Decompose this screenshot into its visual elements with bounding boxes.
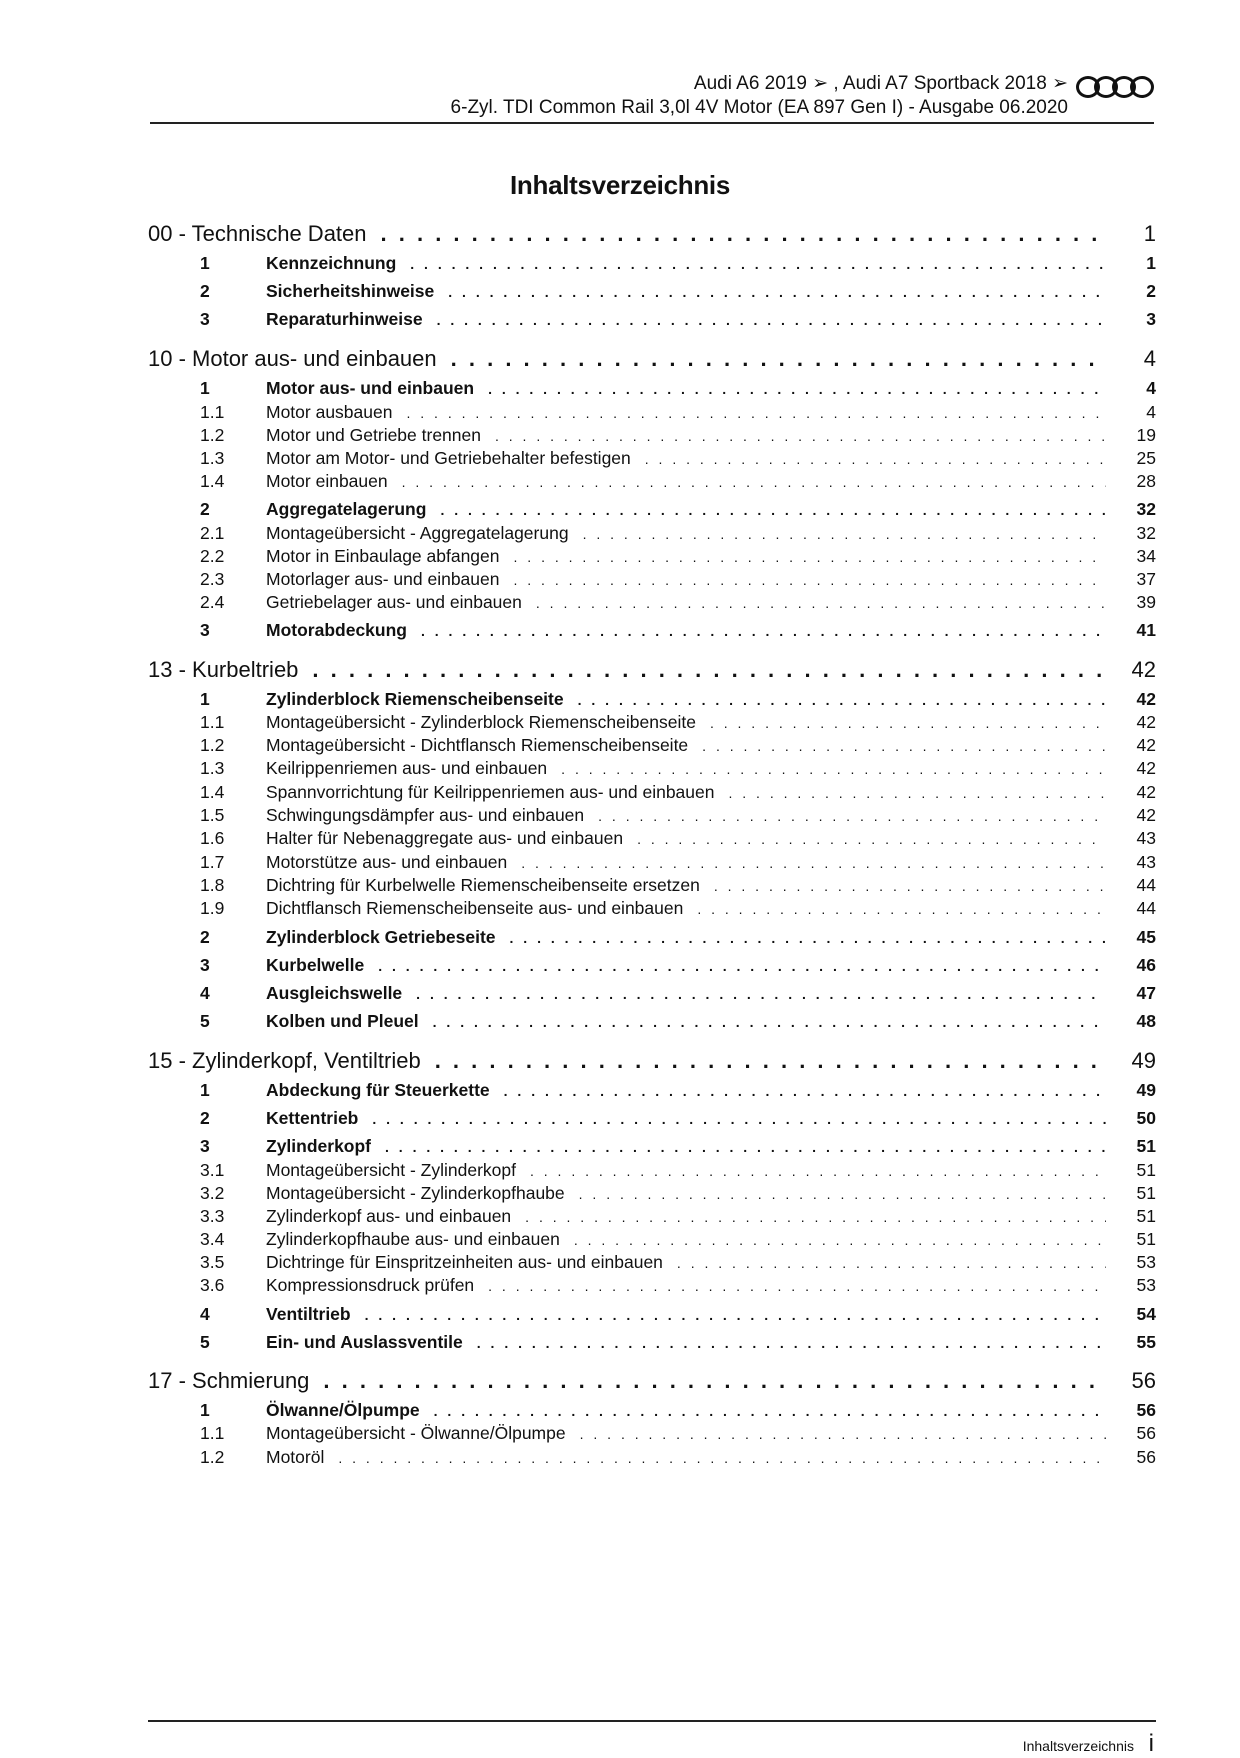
toc-entry-title: Motor am Motor- und Getriebehalter befestigen <box>266 448 631 468</box>
toc-subsection-row[interactable] <box>148 1275 1156 1296</box>
toc-entry-number: 1.9 <box>200 898 225 918</box>
toc-dot-leader <box>714 878 1106 894</box>
toc-page-number: 42 <box>1136 735 1156 755</box>
toc-entry-number: 1.2 <box>200 735 225 755</box>
toc-page-number: 34 <box>1136 546 1156 566</box>
toc-dot-leader <box>416 986 1106 1002</box>
toc-chapter-row[interactable] <box>148 1368 1156 1394</box>
toc-entry-number: 1.6 <box>200 828 225 848</box>
toc-entry-title: Halter für Nebenaggregate aus- und einbauen <box>266 828 624 848</box>
footer-label: Inhaltsverzeichnis <box>1022 1738 1134 1754</box>
toc-dot-leader <box>514 549 1106 565</box>
toc-page-number: 42 <box>1136 758 1156 778</box>
header-vehicle-line: Audi A6 2019 ➢ , Audi A7 Sportback 2018 ➢ <box>693 73 1068 94</box>
toc-entry-title: Motor ausbauen <box>266 402 393 422</box>
toc-entry-title: Montageübersicht - Dichtflansch Riemenscheibenseite <box>266 735 689 755</box>
toc-page-number: 42 <box>1136 712 1156 732</box>
toc-subsection-row[interactable] <box>148 875 1156 896</box>
toc-subsection-row[interactable] <box>148 712 1156 733</box>
toc-page-number: 46 <box>1136 955 1156 975</box>
toc-entry-number: 3 <box>200 1136 210 1156</box>
toc-chapter-row[interactable] <box>148 221 1156 247</box>
toc-dot-leader <box>406 405 1106 421</box>
toc-entry-title: 00 - Technische Daten <box>148 221 367 246</box>
toc-page-number: 56 <box>1131 1368 1156 1393</box>
toc-entry-number: 5 <box>200 1011 210 1031</box>
toc-subsection-row[interactable] <box>148 898 1156 919</box>
toc-dot-leader <box>645 451 1106 467</box>
toc-entry-title: 10 - Motor aus- und einbauen <box>148 346 437 371</box>
toc-entry-number: 1.1 <box>200 712 225 732</box>
toc-page-number: 50 <box>1136 1108 1156 1128</box>
toc-entry-title: Motorlager aus- und einbauen <box>266 569 500 589</box>
toc-dot-leader <box>385 1139 1106 1155</box>
header-engine-line: 6-Zyl. TDI Common Rail 3,0l 4V Motor (EA 897 Gen I) - Ausgabe 06.2020 <box>450 97 1068 118</box>
toc-entry-title: 15 - Zylinderkopf, Ventiltrieb <box>148 1048 421 1073</box>
toc-entry-title: Zylinderblock Riemenscheibenseite <box>266 689 564 709</box>
toc-subsection-row[interactable] <box>148 1252 1156 1273</box>
toc-entry-number: 3.3 <box>200 1206 225 1226</box>
toc-subsection-row[interactable] <box>148 592 1156 613</box>
toc-section-row[interactable] <box>148 1400 1156 1421</box>
toc-entry-title: Montageübersicht - Aggregatelagerung <box>266 523 569 543</box>
toc-dot-leader <box>435 1048 1106 1074</box>
toc-section-row[interactable] <box>148 983 1156 1004</box>
toc-page-number: 53 <box>1136 1252 1156 1272</box>
toc-subsection-row[interactable] <box>148 569 1156 590</box>
toc-dot-leader <box>525 1209 1106 1225</box>
toc-subsection-row[interactable] <box>148 1206 1156 1227</box>
toc-dot-leader <box>702 738 1106 754</box>
toc-subsection-row[interactable] <box>148 758 1156 779</box>
toc-dot-leader <box>598 808 1106 824</box>
toc-entry-number: 1.1 <box>200 1423 225 1443</box>
toc-entry-number: 3.5 <box>200 1252 225 1272</box>
toc-entry-number: 2.3 <box>200 569 225 589</box>
toc-entry-number: 1.7 <box>200 852 225 872</box>
toc-page-number: 19 <box>1136 425 1156 445</box>
toc-chapter-row[interactable] <box>148 1048 1156 1074</box>
toc-dot-leader <box>504 1083 1106 1099</box>
toc-section-row[interactable] <box>148 1332 1156 1353</box>
toc-dot-leader <box>728 785 1106 801</box>
toc-subsection-row[interactable] <box>148 1160 1156 1181</box>
toc-section-row[interactable] <box>148 309 1156 330</box>
toc-section-row[interactable] <box>148 1080 1156 1101</box>
toc-entry-title: Kompressionsdruck prüfen <box>266 1275 475 1295</box>
toc-entry-title: Motor in Einbaulage abfangen <box>266 546 500 566</box>
toc-subsection-row[interactable] <box>148 1423 1156 1444</box>
toc-dot-leader <box>510 930 1106 946</box>
toc-page-number: 44 <box>1136 875 1156 895</box>
toc-section-row[interactable] <box>148 1011 1156 1032</box>
toc-entry-number: 1.5 <box>200 805 225 825</box>
toc-entry-number: 4 <box>200 983 210 1003</box>
toc-entry-title: Kurbelwelle <box>266 955 365 975</box>
toc-dot-leader <box>434 1403 1106 1419</box>
toc-entry-number: 1.2 <box>200 425 225 445</box>
toc-entry-number: 1 <box>200 253 210 273</box>
toc-dot-leader <box>583 526 1106 542</box>
toc-dot-leader <box>495 428 1106 444</box>
toc-entry-number: 2 <box>200 927 210 947</box>
toc-section-row[interactable] <box>148 253 1156 274</box>
toc-entry-title: Motor aus- und einbauen <box>266 378 475 398</box>
toc-page-number: 37 <box>1136 569 1156 589</box>
toc-page-number: 51 <box>1136 1136 1156 1156</box>
toc-entry-number: 3.2 <box>200 1183 225 1203</box>
toc-page-number: 55 <box>1136 1332 1156 1352</box>
toc-page-number: 53 <box>1136 1275 1156 1295</box>
toc-entry-title: Motor einbauen <box>266 471 388 491</box>
toc-subsection-row[interactable] <box>148 402 1156 423</box>
toc-entry-title: Zylinderkopf aus- und einbauen <box>266 1206 512 1226</box>
toc-dot-leader <box>677 1255 1106 1271</box>
toc-dot-leader <box>561 761 1106 777</box>
toc-entry-title: Sicherheitshinweise <box>266 281 435 301</box>
toc-section-row[interactable] <box>148 1108 1156 1129</box>
toc-section-row[interactable] <box>148 955 1156 976</box>
toc-section-row[interactable] <box>148 281 1156 302</box>
toc-entry-title: Kolben und Pleuel <box>266 1011 419 1031</box>
toc-dot-leader <box>338 1450 1106 1466</box>
toc-dot-leader <box>421 623 1106 639</box>
toc-entry-title: Ventiltrieb <box>266 1304 351 1324</box>
toc-page-number: 32 <box>1136 499 1156 519</box>
toc-page-number: 51 <box>1136 1160 1156 1180</box>
toc-dot-leader <box>578 692 1106 708</box>
toc-page-number: 56 <box>1136 1423 1156 1443</box>
toc-page-number: 54 <box>1136 1304 1156 1324</box>
toc-entry-title: Motorabdeckung <box>266 620 407 640</box>
toc-entry-number: 2 <box>200 1108 210 1128</box>
toc-dot-leader <box>448 284 1106 300</box>
toc-page-number: 4 <box>1146 378 1156 398</box>
toc-page-number: 25 <box>1136 448 1156 468</box>
toc-entry-number: 2.1 <box>200 523 225 543</box>
toc-entry-number: 3 <box>200 309 210 329</box>
toc-section-row[interactable] <box>148 689 1156 710</box>
toc-page-number: 43 <box>1136 828 1156 848</box>
toc-entry-title: Montageübersicht - Zylinderkopfhaube <box>266 1183 565 1203</box>
toc-dot-leader <box>381 221 1106 247</box>
toc-subsection-row[interactable] <box>148 828 1156 849</box>
toc-page-number: 51 <box>1136 1206 1156 1226</box>
toc-section-row[interactable] <box>148 620 1156 641</box>
toc-subsection-row[interactable] <box>148 1229 1156 1250</box>
toc-entry-title: Spannvorrichtung für Keilrippenriemen aus- und einbauen <box>266 782 715 802</box>
toc-subsection-row[interactable] <box>148 805 1156 826</box>
toc-entry-title: Zylinderkopf <box>266 1136 372 1156</box>
toc-section-row[interactable] <box>148 378 1156 399</box>
toc-subsection-row[interactable] <box>148 1447 1156 1468</box>
page-header <box>150 72 1154 124</box>
toc-page-number: 4 <box>1143 346 1156 371</box>
toc-entry-number: 2.4 <box>200 592 225 612</box>
toc-entry-number: 1.3 <box>200 448 225 468</box>
toc-dot-leader <box>477 1335 1106 1351</box>
toc-dot-leader <box>530 1163 1106 1179</box>
toc-dot-leader <box>697 901 1106 917</box>
toc-dot-leader <box>637 831 1106 847</box>
toc-subsection-row[interactable] <box>148 523 1156 544</box>
footer-page-number: i <box>1148 1730 1154 1757</box>
toc-dot-leader <box>488 381 1106 397</box>
toc-page-number: 39 <box>1136 592 1156 612</box>
toc-entry-number: 1 <box>200 1080 210 1100</box>
page-title: Inhaltsverzeichnis <box>509 170 731 200</box>
toc-entry-number: 2.2 <box>200 546 225 566</box>
toc-entry-title: Reparaturhinweise <box>266 309 423 329</box>
toc-dot-leader <box>437 312 1106 328</box>
toc-entry-number: 1.1 <box>200 402 225 422</box>
toc-page-number: 1 <box>1143 221 1156 246</box>
toc-dot-leader <box>378 958 1106 974</box>
toc-dot-leader <box>402 474 1106 490</box>
toc-page-number: 49 <box>1136 1080 1156 1100</box>
toc-page-number: 44 <box>1136 898 1156 918</box>
toc-dot-leader <box>579 1186 1106 1202</box>
toc-subsection-row[interactable] <box>148 425 1156 446</box>
toc-entry-number: 1.4 <box>200 471 225 491</box>
toc-page-number: 4 <box>1146 402 1156 422</box>
toc-entry-number: 4 <box>200 1304 210 1324</box>
toc-entry-number: 1.4 <box>200 782 225 802</box>
toc-dot-leader <box>365 1307 1106 1323</box>
toc-section-row[interactable] <box>148 499 1156 520</box>
toc-subsection-row[interactable] <box>148 471 1156 492</box>
toc-chapter-row[interactable] <box>148 657 1156 683</box>
toc-entry-number: 3.4 <box>200 1229 225 1249</box>
toc-entry-number: 3.6 <box>200 1275 225 1295</box>
toc-entry-number: 1.2 <box>200 1447 225 1467</box>
toc-entry-number: 1.8 <box>200 875 225 895</box>
toc-page-number: 47 <box>1136 983 1156 1003</box>
toc-page-number: 56 <box>1136 1447 1156 1467</box>
header-text <box>451 72 1068 120</box>
toc-entry-title: Keilrippenriemen aus- und einbauen <box>266 758 548 778</box>
toc-entry-title: Aggregatelagerung <box>266 499 427 519</box>
toc-entry-number: 3 <box>200 620 210 640</box>
toc-page-number: 43 <box>1136 852 1156 872</box>
toc-entry-number: 1 <box>200 378 210 398</box>
toc-entry-title: Ein- und Auslassventile <box>266 1332 463 1352</box>
toc-page-number: 1 <box>1146 253 1156 273</box>
toc-page-number: 51 <box>1136 1229 1156 1249</box>
toc-page-number: 42 <box>1136 782 1156 802</box>
toc-page-number: 51 <box>1136 1183 1156 1203</box>
toc-entry-title: Montageübersicht - Zylinderblock Riemenscheibenseite <box>266 712 696 732</box>
toc-entry-title: Motoröl <box>266 1447 325 1467</box>
toc-subsection-row[interactable] <box>148 546 1156 567</box>
toc-dot-leader <box>372 1111 1106 1127</box>
audi-rings-logo-icon <box>1076 76 1154 102</box>
toc-dot-leader <box>521 855 1106 871</box>
toc-subsection-row[interactable] <box>148 782 1156 803</box>
toc-entry-number: 3 <box>200 955 210 975</box>
toc-entry-title: Dichtring für Kurbelwelle Riemenscheibenseite ersetzen <box>266 875 700 895</box>
toc-page-number: 45 <box>1136 927 1156 947</box>
toc-entry-number: 1 <box>200 689 210 709</box>
toc-dot-leader <box>323 1368 1106 1394</box>
toc-page-number: 28 <box>1136 471 1156 491</box>
toc-dot-leader <box>574 1232 1106 1248</box>
toc-entry-title: Motorstütze aus- und einbauen <box>266 852 508 872</box>
toc-entry-number: 2 <box>200 499 210 519</box>
toc-entry-title: Schwingungsdämpfer aus- und einbauen <box>266 805 585 825</box>
toc-dot-leader <box>433 1014 1106 1030</box>
toc-page-number: 41 <box>1136 620 1156 640</box>
toc-entry-number: 3.1 <box>200 1160 225 1180</box>
toc-entry-title: Zylinderkopfhaube aus- und einbauen <box>266 1229 560 1249</box>
toc-entry-title: Zylinderblock Getriebeseite <box>266 927 496 947</box>
toc-subsection-row[interactable] <box>148 852 1156 873</box>
toc-entry-number: 1 <box>200 1400 210 1420</box>
toc-dot-leader <box>514 572 1107 588</box>
toc-entry-number: 2 <box>200 281 210 301</box>
toc-dot-leader <box>440 502 1106 518</box>
toc-entry-title: Dichtflansch Riemenscheibenseite aus- und einbauen <box>266 898 684 918</box>
toc-page-number: 42 <box>1136 805 1156 825</box>
toc-entry-title: Montageübersicht - Ölwanne/Ölpumpe <box>266 1423 566 1443</box>
toc-subsection-row[interactable] <box>148 448 1156 469</box>
toc-entry-title: Abdeckung für Steuerkette <box>266 1080 490 1100</box>
toc-dot-leader <box>580 1426 1106 1442</box>
toc-page-number: 2 <box>1146 281 1156 301</box>
toc-page-number: 3 <box>1146 309 1156 329</box>
toc-entry-title: Ölwanne/Ölpumpe <box>266 1400 420 1420</box>
toc-entry-title: Montageübersicht - Zylinderkopf <box>266 1160 516 1180</box>
toc-page-number: 56 <box>1136 1400 1156 1420</box>
toc-entry-title: Getriebelager aus- und einbauen <box>266 592 522 612</box>
toc-section-row[interactable] <box>148 927 1156 948</box>
toc-page-number: 49 <box>1131 1048 1156 1073</box>
toc-entry-number: 5 <box>200 1332 210 1352</box>
toc-dot-leader <box>536 595 1106 611</box>
toc-chapter-row[interactable] <box>148 346 1156 372</box>
toc-page-number: 42 <box>1136 689 1156 709</box>
toc-entry-number: 1.3 <box>200 758 225 778</box>
toc-entry-title: Dichtringe für Einspritzeinheiten aus- und einbauen <box>266 1252 663 1272</box>
footer-divider <box>148 1720 1156 1722</box>
toc-dot-leader <box>710 715 1106 731</box>
toc-entry-title: Motor und Getriebe trennen <box>266 425 481 445</box>
toc-subsection-row[interactable] <box>148 735 1156 756</box>
toc-dot-leader <box>451 346 1106 372</box>
toc-dot-leader <box>312 657 1106 683</box>
toc-entry-title: 13 - Kurbeltrieb <box>148 657 299 682</box>
toc-page-number: 32 <box>1136 523 1156 543</box>
toc-subsection-row[interactable] <box>148 1183 1156 1204</box>
toc-page-number: 42 <box>1131 657 1156 682</box>
toc-entry-title: Ausgleichswelle <box>266 983 403 1003</box>
toc-entry-title: 17 - Schmierung <box>148 1368 310 1393</box>
toc-dot-leader <box>410 256 1106 272</box>
toc-entry-title: Kennzeichnung <box>266 253 397 273</box>
toc-section-row[interactable] <box>148 1136 1156 1157</box>
toc-section-row[interactable] <box>148 1304 1156 1325</box>
toc-entry-title: Kettentrieb <box>266 1108 359 1128</box>
toc-page-number: 48 <box>1136 1011 1156 1031</box>
toc-dot-leader <box>488 1278 1106 1294</box>
